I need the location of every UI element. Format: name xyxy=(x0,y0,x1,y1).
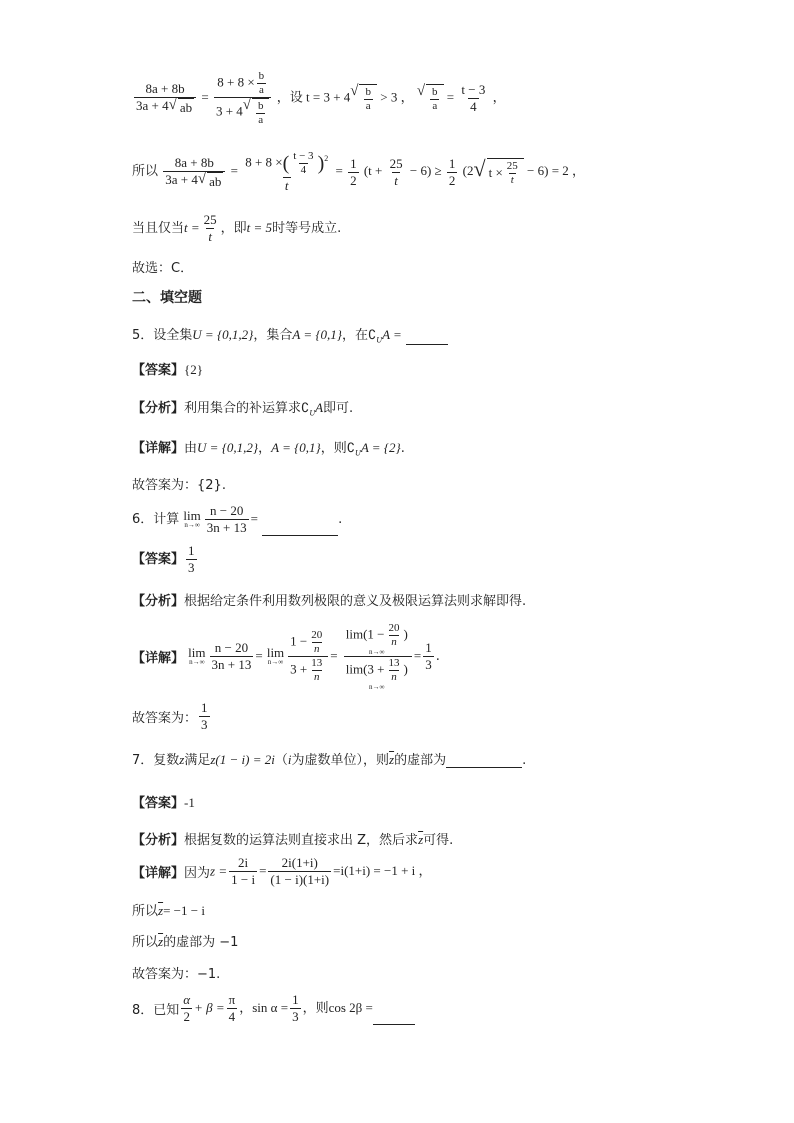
fraction: 8 + 8 × $\frac{b}{a}$ 3 + 4 √ $\frac{b}{a}$ xyxy=(214,70,272,127)
eq-line-1: 8a + 8b 3a + 4 √ ab = 8 + 8 × $\frac{b}{a}$ 3 + 4 √ $\frac{b}{a}$ ，设 t = 3 + 4 √ $\frac{b}{a}$ > 3 ， √ $\frac{b}{a}$ = $\frac{t - 3}{4}$ ， xyxy=(136,70,506,126)
question-7: 7．复数z满足z(1 − i) = 2i（i为虚数单位），则$\overline{z}$的虚部为 . xyxy=(132,752,527,768)
detail-7: 【详解】因为z = $\frac{2i}{1 - i}$ = $\frac{2i(1+i)}{(1 - i)(1+i)}$ =i(1+i) = −1 + i ， xyxy=(132,855,432,887)
eq-line-2: 所以 8a + 8b 3a + 4 √ ab = 8 + 8 ×( $\frac{t - 3}{4}$ )$^2$ t = $\frac{1}{2}$ (t + $\frac{25}{t}$ − 6) ≥ $\frac{1}{2}$ (2 √ t × $\frac{25}{t}$ − 6) = 2 ， xyxy=(132,150,586,193)
section-title: 二、填空题 xyxy=(132,290,202,306)
answer-5: 【答案】{2} xyxy=(132,362,203,378)
final-6: 故答案为： $\frac{1}{3}$ xyxy=(132,700,208,732)
answer-6: 【答案】 $\frac{1}{3}$ xyxy=(132,543,195,575)
answer-blank[interactable] xyxy=(373,1012,415,1025)
analysis-7: 【分析】根据复数的运算法则直接求出 Z，然后求$\overline{z}$可得. xyxy=(132,832,454,848)
question-6: 6．计算 lim n→∞ $\frac{n - 20}{3n + 13}$ = . xyxy=(132,503,343,535)
detail-6: 【详解】 lim n→∞ $\frac{n - 20}{3n + 13}$ = lim n→∞ 1 − $\frac{20}{n}$ 3 + $\frac{13}{n}$ = lim(1 − $\frac{20}{n}$ ) n→∞ lim(3 + $\frac{13}{n}$ ) n→∞ = $\frac{1}{3}$ . xyxy=(132,622,440,691)
answer-blank[interactable] xyxy=(406,332,448,345)
fraction: 8a + 8b 3a + 4 √ ab xyxy=(134,81,196,116)
so-line-1: 所以$\overline{z}= -1 - i$ xyxy=(132,903,205,919)
analysis-6: 【分析】根据给定条件利用数列极限的意义及极限运算法则求解即得. xyxy=(132,594,527,609)
analysis-5: 【分析】利用集合的补运算求$∁_UA$即可. xyxy=(132,400,354,418)
question-5: 5．设全集U = {0,1,2}，集合A = {0,1}，在$∁_UA$ = xyxy=(132,324,448,345)
final-7: 故答案为：−1. xyxy=(132,967,221,982)
question-8: 8．已知 $\frac{\alpha}{2}$ + β = $\frac{\pi}{4}$ ，sin α = $\frac{1}{3}$ ，则cos 2β = xyxy=(132,992,415,1025)
so-line-2: 所以$\overline{z}$的虚部为 −1 xyxy=(132,934,239,950)
eq-line-3: 当且仅当t = $\frac{25}{t}$ ，即t = 5时等号成立. xyxy=(132,212,342,244)
answer-blank[interactable] xyxy=(262,523,338,536)
final-5: 故答案为：{2}. xyxy=(132,478,226,493)
choice-line: 故选：C． xyxy=(132,261,194,276)
answer-7: 【答案】-1 xyxy=(132,795,195,811)
answer-blank[interactable] xyxy=(446,755,522,768)
detail-5: 【详解】由U = {0,1,2}，A = {0,1}，则$∁_UA = \{2\}$. xyxy=(132,440,405,458)
